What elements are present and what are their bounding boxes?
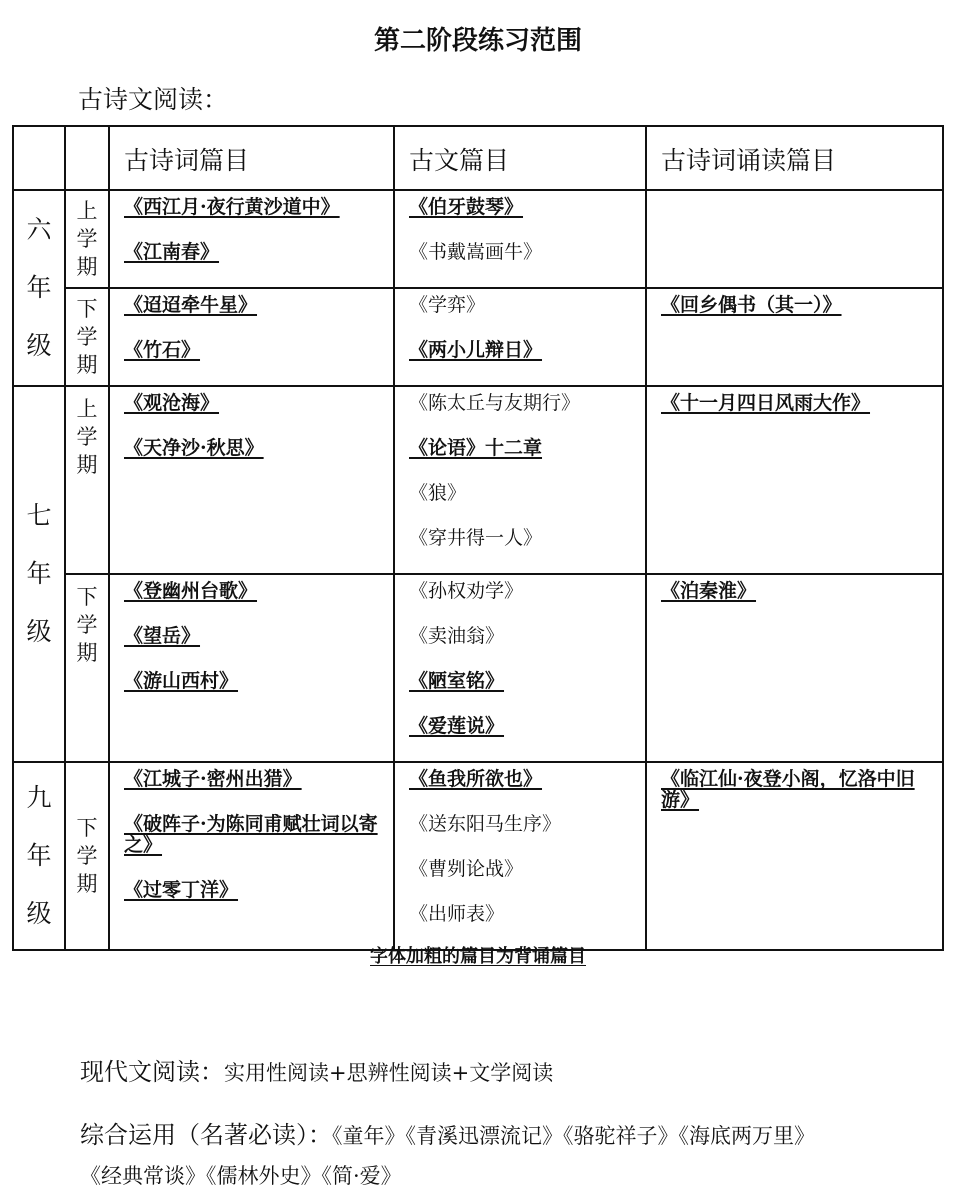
- prose-item: 《伯牙鼓琴》: [409, 196, 524, 218]
- grade-6-label: [13, 190, 65, 386]
- recitation-note: 字体加粗的篇目为背诵篇目: [370, 946, 586, 967]
- prose-item: 《学弈》: [409, 294, 486, 316]
- semester-lower: 下 学 期: [65, 762, 109, 950]
- header-prose: 古文篇目: [394, 126, 646, 190]
- prose-item: 《送东阳马生序》: [409, 813, 562, 835]
- integrated-line-2: [80, 1160, 402, 1190]
- prose-item: 《狼》: [409, 482, 467, 504]
- modern-reading-line: [80, 1052, 553, 1087]
- poem-item: 《江南春》: [124, 241, 220, 263]
- integrated-books-1: 《童年》《青溪迅漂流记》《骆驼祥子》《海底两万里》: [332, 1124, 815, 1148]
- poem-item: 《竹石》: [124, 339, 201, 361]
- semester-upper: 上 学 期: [65, 190, 109, 288]
- grade-7-label: [13, 386, 65, 762]
- grade-7-text: 七 年 级: [26, 501, 52, 646]
- page-title: 第二阶段练习范围: [373, 26, 582, 56]
- prose-item: 《孙权劝学》: [409, 580, 524, 602]
- poem-item: 《江城子·密州出猎》: [124, 768, 302, 790]
- poem-item: 《西江月·夜行黄沙道中》: [124, 196, 340, 218]
- prose-item: 《穿井得一人》: [409, 527, 543, 549]
- modern-reading-label: 现代文阅读：: [80, 1058, 224, 1086]
- poem-item: 《望岳》: [124, 625, 201, 647]
- grade-9-label: [13, 762, 65, 950]
- table-row: [13, 574, 943, 762]
- poem-item: 《破阵子·为陈同甫赋壮词以寄之》: [124, 813, 378, 856]
- prose-item: 《曹刿论战》: [409, 858, 524, 880]
- semester-lower: 下 学 期: [65, 288, 109, 386]
- prose-item: 《陋室铭》: [409, 670, 505, 692]
- poem-item: 《天净沙·秋思》: [124, 437, 264, 459]
- recite-item: 《临江仙·夜登小阁，忆洛中旧游》: [661, 768, 915, 811]
- semester-lower: 下 学 期: [65, 574, 109, 762]
- prose-item: 《出师表》: [409, 903, 505, 925]
- poem-item: 《观沧海》: [124, 392, 220, 414]
- integrated-line: [80, 1115, 815, 1150]
- modern-reading-content: 实用性阅读+思辨性阅读+文学阅读: [224, 1061, 554, 1085]
- section-ancient-heading: 古诗文阅读：: [78, 85, 229, 114]
- table-row: [13, 386, 943, 574]
- integrated-label: 综合运用（名著必读）：: [80, 1121, 332, 1149]
- recite-item: 《回乡偶书（其一）》: [661, 294, 842, 316]
- table-row: [13, 190, 943, 288]
- prose-item: 《两小儿辩日》: [409, 339, 543, 361]
- recite-item: 《泊秦淮》: [661, 580, 757, 602]
- prose-item: 《卖油翁》: [409, 625, 505, 647]
- table-row: [13, 762, 943, 950]
- recite-item: 《十一月四日风雨大作》: [661, 392, 871, 414]
- prose-item: 《陈太丘与友期行》: [409, 392, 581, 414]
- poem-item: 《登幽州台歌》: [124, 580, 258, 602]
- header-recite: 古诗词诵读篇目: [646, 126, 943, 190]
- prose-item: 《爱莲说》: [409, 715, 505, 737]
- table-header-row: [13, 126, 943, 190]
- grade-9-text: 九 年 级: [26, 783, 52, 928]
- prose-item: 《鱼我所欲也》: [409, 768, 543, 790]
- semester-upper: 上 学 期: [65, 386, 109, 574]
- poem-item: 《迢迢牵牛星》: [124, 294, 258, 316]
- prose-item: 《论语》十二章: [409, 437, 543, 459]
- poem-item: 《游山西村》: [124, 670, 239, 692]
- prose-item: 《书戴嵩画牛》: [409, 241, 543, 263]
- integrated-books-2: 《经典常谈》《儒林外史》《简·爱》: [80, 1164, 402, 1188]
- poem-item: 《过零丁洋》: [124, 879, 239, 901]
- grade-6-text: 六 年 级: [26, 215, 52, 360]
- reading-range-table: [12, 125, 944, 951]
- header-poems: 古诗词篇目: [109, 126, 394, 190]
- table-row: [13, 288, 943, 386]
